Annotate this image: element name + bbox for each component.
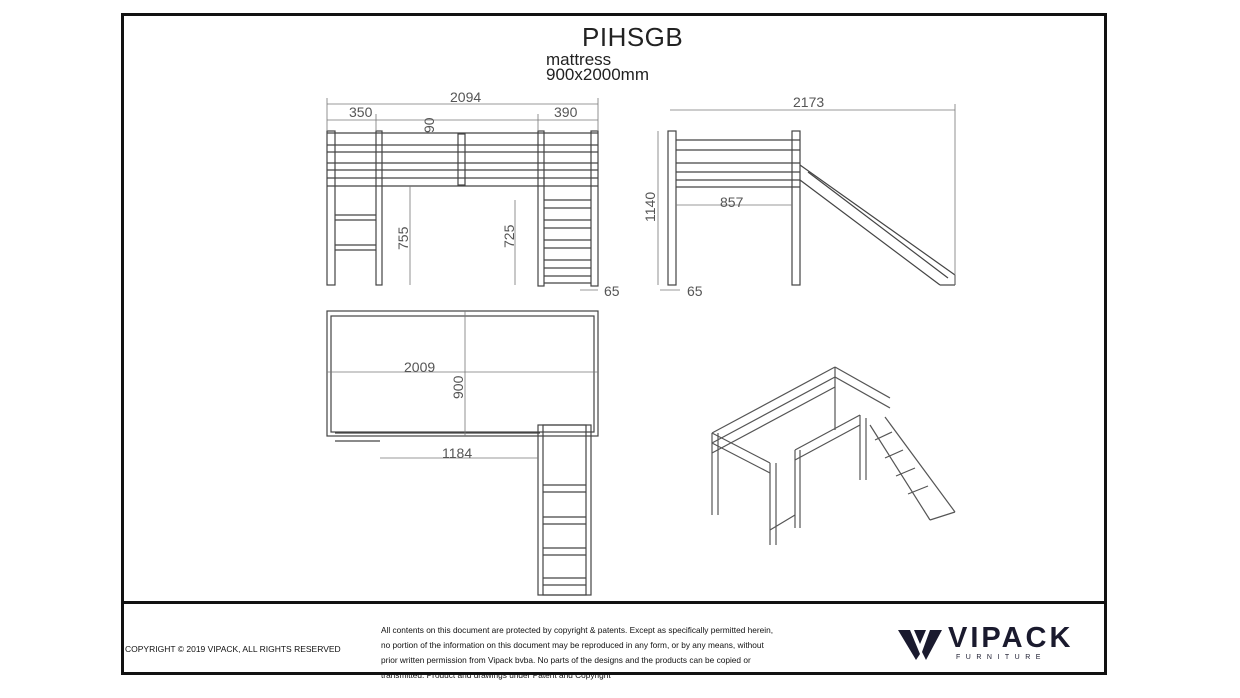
legal-notice [381, 623, 831, 683]
dim-ladder-height: 725 [501, 224, 517, 248]
legal-line-3: prior written permission from Vipack bvba. No parts of the designs and the products can be copied or [381, 655, 751, 665]
legal-line-4: transmitted. Product and drawings under Patent and Copyright [381, 670, 611, 680]
legal-line-1: All contents on this document are protected by copyright & patents. Except as specifically permitted herein, [381, 625, 774, 635]
dim-top-length: 2009 [404, 359, 436, 375]
logo-tagline: FURNITURE [956, 654, 1046, 661]
dim-top-offset: 1184 [442, 445, 473, 461]
dim-top-width: 900 [450, 375, 466, 399]
copyright-notice: COPYRIGHT © 2019 VIPACK, ALL RIGHTS RESERVED [125, 644, 341, 654]
vipack-logo [896, 624, 1086, 666]
dim-front-left-segment: 350 [349, 104, 373, 120]
dim-front-total-width: 2094 [450, 89, 482, 105]
logo-wordmark: VIPACK [948, 622, 1074, 654]
dim-front-foot: 65 [604, 283, 620, 299]
dim-side-total-width: 2173 [793, 94, 825, 110]
isometric-view [712, 367, 955, 545]
subtitle-line-1: mattress [546, 50, 612, 69]
vipack-logo-mark-icon [896, 626, 944, 662]
side-view [668, 131, 955, 285]
dim-side-foot: 65 [687, 283, 703, 299]
dim-side-height: 1140 [642, 191, 658, 222]
dim-rail-height: 90 [421, 117, 437, 133]
subtitle-line-2: 900x2000mm [546, 65, 650, 84]
front-view [327, 131, 598, 286]
dim-left-leg-height: 755 [395, 226, 411, 250]
dim-front-right-segment: 390 [554, 104, 578, 120]
dim-side-inner-width: 857 [720, 194, 744, 210]
legal-line-2: no portion of the information on this document may be reproduced in any form, or by any means, without [381, 640, 764, 650]
drawing-title: PIHSGB [582, 22, 684, 52]
